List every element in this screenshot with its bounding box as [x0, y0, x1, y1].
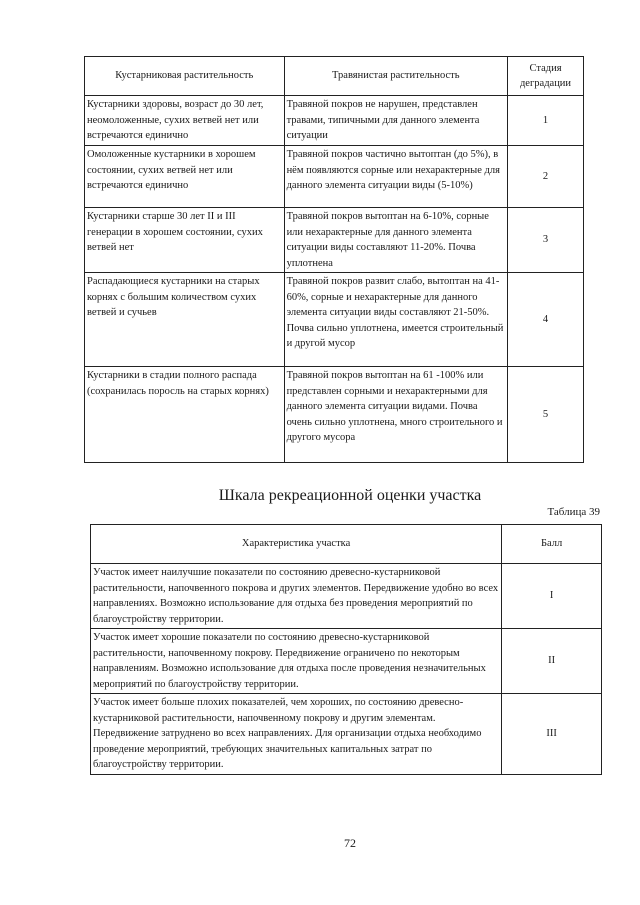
- table-row: [85, 367, 584, 463]
- section-title: Шкала рекреационной оценки участка: [218, 487, 482, 504]
- stage-cell: 3: [508, 208, 584, 273]
- table-number: Таблица 39: [547, 506, 600, 518]
- table-row: [85, 273, 584, 367]
- stage-cell: 2: [508, 146, 584, 208]
- characteristic-cell: Участок имеет больше плохих показателей, чем хороших, по состоянию древесно-кустарниковой растительности, напочвенному покрову и другим элементам. Передвижение затруднено во всех направлениях. Для организации отдыха необходимо проведение мероприятий, требующих значительных капитальных затрат по благоустройству территории.: [91, 694, 502, 775]
- table-row: [85, 96, 584, 146]
- column-header-score: Балл: [502, 525, 602, 564]
- table-row: [85, 208, 584, 273]
- table-row: [91, 564, 602, 629]
- score-cell: I: [502, 564, 602, 629]
- grass-cell: Травяной покров частично вытоптан (до 5%), в нём появляются сорные или нехарактерные для данного элемента ситуации виды (5-10%): [284, 146, 507, 208]
- table-row: [85, 146, 584, 208]
- table-header-row: [91, 525, 602, 564]
- stage-cell: 5: [508, 367, 584, 463]
- grass-cell: Травяной покров развит слабо, вытоптан на 41-60%, сорные и нехарактерные для данного элемента ситуации виды составляют 21-50%. Почва сильно уплотнена, имеется строительный и другой мусор: [284, 273, 507, 367]
- shrub-cell: Кустарники в стадии полного распада (сохранилась поросль на старых корнях): [85, 367, 285, 463]
- grass-cell: Травяной покров вытоптан на 6-10%, сорные или нехарактерные для данного элемента ситуации виды составляют 11-20%. Почва уплотнена: [284, 208, 507, 273]
- characteristic-cell: Участок имеет хорошие показатели по состоянию древесно-кустарниковой растительности, напочвенному покрову. Передвижение ограничено по некоторым направлениям. Возможно использование для отдыха после проведения незначительных мероприятий по благоустройству территории.: [91, 629, 502, 694]
- recreation-score-table: [90, 524, 602, 775]
- column-header-characteristic: Характеристика участка: [91, 525, 502, 564]
- shrub-cell: Распадающиеся кустарники на старых корнях с большим количеством сухих ветвей и сучьев: [85, 273, 285, 367]
- table-row: [91, 694, 602, 775]
- column-header-stage: Стадия деградации: [508, 57, 584, 96]
- degradation-table: [84, 56, 584, 463]
- page-number: 72: [344, 836, 356, 850]
- column-header-shrubs: Кустарниковая растительность: [85, 57, 285, 96]
- score-cell: III: [502, 694, 602, 775]
- shrub-cell: Омоложенные кустарники в хорошем состоянии, сухих ветвей нет или встречаются единично: [85, 146, 285, 208]
- column-header-grass: Травянистая растительность: [284, 57, 507, 96]
- table-row: [91, 629, 602, 694]
- shrub-cell: Кустарники здоровы, возраст до 30 лет, неомоложенные, сухих ветвей нет или встречаются единично: [85, 96, 285, 146]
- stage-cell: 1: [508, 96, 584, 146]
- shrub-cell: Кустарники старше 30 лет II и III генерации в хорошем состоянии, сухих ветвей нет: [85, 208, 285, 273]
- characteristic-cell: Участок имеет наилучшие показатели по состоянию древесно-кустарниковой растительности, напочвенного покрова и других элементов. Передвижение удобно во всех направлениях. Возможно использование для отдыха без проведения мероприятий по благоустройству территории.: [91, 564, 502, 629]
- stage-cell: 4: [508, 273, 584, 367]
- grass-cell: Травяной покров не нарушен, представлен травами, типичными для данного элемента ситуации: [284, 96, 507, 146]
- grass-cell: Травяной покров вытоптан на 61 -100% или представлен сорными и нехарактерными для данного элемента ситуации видами. Почва очень сильно уплотнена, много строительного и другого мусора: [284, 367, 507, 463]
- score-cell: II: [502, 629, 602, 694]
- table-header-row: [85, 57, 584, 96]
